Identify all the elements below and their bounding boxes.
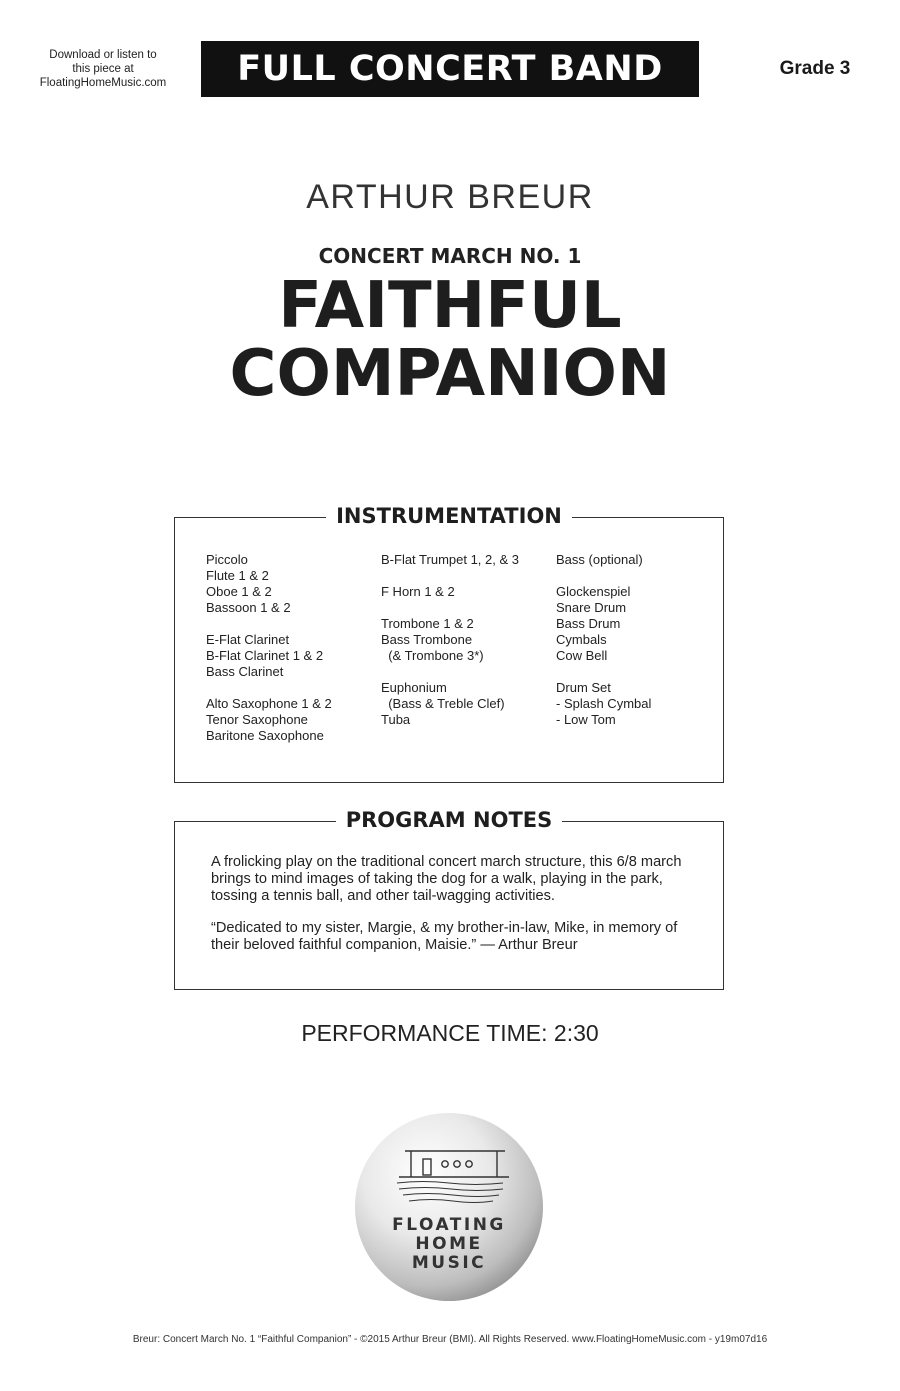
instrument-item: Bass (optional) [556, 552, 643, 567]
instrument-item [381, 568, 519, 584]
floating-home-music-logo [353, 1111, 545, 1303]
instrument-item: - Splash Cymbal [556, 696, 652, 711]
instrument-item [206, 616, 332, 632]
instrumentation-box [174, 504, 724, 783]
grade-label: Grade 3 [779, 58, 851, 79]
full-concert-band-banner: FULL CONCERT BAND [201, 41, 699, 97]
instrument-item: Snare Drum [556, 600, 627, 615]
instrument-item: (& Trombone 3*) [381, 648, 484, 663]
logo-text-line: HOME [415, 1234, 483, 1254]
instrument-item: Glockenspiel [556, 584, 631, 599]
instrument-item: - Low Tom [556, 712, 616, 727]
instrument-item: B-Flat Trumpet 1, 2, & 3 [381, 552, 519, 567]
program-notes-heading: PROGRAM NOTES [336, 808, 563, 832]
logo-text-line: FLOATING [392, 1215, 506, 1235]
instrument-item: Piccolo [206, 552, 248, 567]
copyright-footer: Breur: Concert March No. 1 “Faithful Companion” - ©2015 Arthur Breur (BMI). All Rights Reserved. www.FloatingHomeMusic.com - y19m07d16 [132, 1334, 768, 1345]
instrument-item [381, 664, 519, 680]
program-notes-text [211, 854, 701, 969]
instrument-item: Tenor Saxophone [206, 712, 308, 727]
instrument-item: Alto Saxophone 1 & 2 [206, 696, 332, 711]
title-line: COMPANION [229, 337, 671, 411]
performance-time: PERFORMANCE TIME: 2:30 [301, 1020, 599, 1046]
program-notes-paragraph: A frolicking play on the traditional concert march structure, this 6/8 march brings to mind images of taking the dog for a walk, playing in the park, tossing a tennis ball, and other tail-wagging activities. [211, 854, 682, 904]
composer-name: ARTHUR BREUR [306, 178, 594, 216]
instrument-column-1 [206, 552, 332, 744]
instrument-item: Bass Drum [556, 616, 621, 631]
instrument-item [556, 568, 651, 584]
instrument-item [206, 680, 332, 696]
instrument-column-2 [381, 552, 519, 728]
piece-title [0, 269, 900, 411]
instrument-column-3 [556, 552, 651, 728]
title-line: FAITHFUL [278, 269, 622, 343]
instrument-item: F Horn 1 & 2 [381, 584, 455, 599]
instrument-item: Drum Set [556, 680, 611, 695]
piece-subtitle: CONCERT MARCH NO. 1 [318, 244, 582, 268]
instrument-item: Baritone Saxophone [206, 728, 324, 743]
instrument-item: Bass Trombone [381, 632, 473, 647]
instrument-item: Oboe 1 & 2 [206, 584, 272, 599]
program-notes-box [174, 808, 724, 990]
instrument-item: E-Flat Clarinet [206, 632, 290, 647]
instrument-item [381, 600, 519, 616]
instrumentation-heading: INSTRUMENTATION [326, 504, 572, 528]
download-link[interactable]: FloatingHomeMusic.com [39, 77, 167, 89]
download-line: Download or listen to [49, 49, 157, 61]
instrument-item: Bass Clarinet [206, 664, 284, 679]
instrument-item: Cymbals [556, 632, 607, 647]
instrument-item [556, 664, 651, 680]
instrument-item: Euphonium [381, 680, 447, 695]
dedication-paragraph: “Dedicated to my sister, Margie, & my brother-in-law, Mike, in memory of their beloved faithful companion, Maisie.” — Arthur Breur [211, 920, 678, 953]
instrument-item: (Bass & Treble Clef) [381, 696, 505, 711]
instrument-item: Flute 1 & 2 [206, 568, 269, 583]
download-note [18, 48, 188, 90]
instrument-item: Bassoon 1 & 2 [206, 600, 291, 615]
instrument-item: Trombone 1 & 2 [381, 616, 474, 631]
logo-text-line: MUSIC [411, 1253, 487, 1273]
instrument-item: Cow Bell [556, 648, 608, 663]
download-line: this piece at [72, 63, 134, 75]
instrument-item: Tuba [381, 712, 411, 727]
instrument-item: B-Flat Clarinet 1 & 2 [206, 648, 324, 663]
